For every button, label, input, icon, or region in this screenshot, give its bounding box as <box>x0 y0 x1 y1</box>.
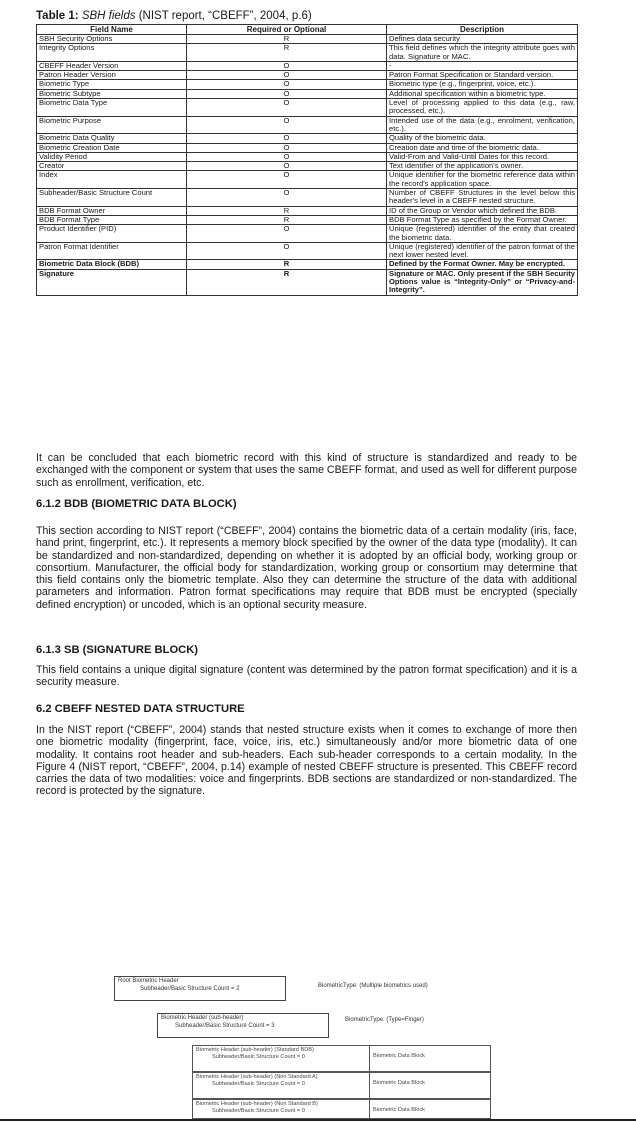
required-cell: O <box>187 89 387 98</box>
description-cell: Signature or MAC. Only present if the SBH Security Options value is “Integrity-Only” or “Privacy-and-Integrity”. <box>387 269 578 295</box>
table-row <box>37 143 578 152</box>
description-cell: Patron Format Specification or Standard version. <box>387 71 578 80</box>
paragraph-bdb: This section according to NIST report (“CBEFF”, 2004) contains the biometric data of a certain modality (iris, face, hand print, fingerprint, etc.). It represents a memory block specified by the owner of the data type (modality). It can be standardized and non-standardized, depending on whether it is adopted by an official body, working group or consortium. Manufacturer, the official body for standardization, working group or consortium may determine that this field contains only the biometric template. Also they can determine the structure of the data with additional parameters and information. Patron format specifications may require that BDB must be encrypted (specially defined encryption) or uncoded, which is an optional security measure. <box>36 525 577 611</box>
table-row <box>37 99 578 117</box>
data-block-3-label: Biometric Data Block <box>373 1107 425 1113</box>
table-caption <box>36 10 312 22</box>
description-cell: Additional specification within a biometric type. <box>387 89 578 98</box>
sub-header-row-1 <box>192 1045 370 1072</box>
required-cell: O <box>187 171 387 189</box>
sub-header-box <box>157 1013 329 1038</box>
required-cell: R <box>187 35 387 44</box>
table-row <box>37 242 578 260</box>
field-name-cell: Integrity Options <box>37 44 187 62</box>
required-cell: O <box>187 99 387 117</box>
table-row <box>37 171 578 189</box>
required-cell: O <box>187 134 387 143</box>
sub-type-label: BiometricType: (Type=Finger) <box>345 1017 424 1023</box>
description-cell: Unique identifier for the biometric reference data within the record's application space. <box>387 171 578 189</box>
row2-line1: Biometric Header (sub-header) (Non Standard A) <box>196 1074 318 1080</box>
root-header-box <box>114 976 286 1001</box>
required-cell: O <box>187 225 387 243</box>
field-name-cell: CBEFF Header Version <box>37 61 187 70</box>
caption-title: SBH fields <box>81 10 136 22</box>
field-name-cell: Index <box>37 171 187 189</box>
field-name-cell: Creator <box>37 162 187 171</box>
data-block-1-label: Biometric Data Block <box>373 1053 425 1059</box>
required-cell: O <box>187 80 387 89</box>
description-cell: - <box>387 61 578 70</box>
required-cell: O <box>187 242 387 260</box>
heading-sb: 6.1.3 SB (SIGNATURE BLOCK) <box>36 644 199 656</box>
field-name-cell: Patron Header Version <box>37 71 187 80</box>
caption-source: (NIST report, “CBEFF”, 2004, p.6) <box>138 10 312 22</box>
required-cell: R <box>187 215 387 224</box>
description-cell: Valid-From and Valid-Until Dates for this record. <box>387 152 578 161</box>
field-name-cell: Signature <box>37 269 187 295</box>
field-name-cell: Validity Period <box>37 152 187 161</box>
required-cell: R <box>187 206 387 215</box>
description-cell: Text identifier of the application's owner. <box>387 162 578 171</box>
table-row <box>37 225 578 243</box>
field-name-cell: BDB Format Type <box>37 215 187 224</box>
required-cell: O <box>187 152 387 161</box>
table-header-row <box>37 25 578 35</box>
field-name-cell: Patron Format Identifier <box>37 242 187 260</box>
description-cell: Intended use of the data (e.g., enrolment, verification, etc.). <box>387 116 578 134</box>
description-cell: Quality of the biometric data. <box>387 134 578 143</box>
field-name-cell: Biometric Subtype <box>37 89 187 98</box>
field-name-cell: BDB Format Owner <box>37 206 187 215</box>
caption-prefix: Table 1: <box>36 10 79 22</box>
description-cell: Level of processing applied to this data (e.g., raw, processed, etc.). <box>387 99 578 117</box>
description-cell: Unique (registered) identifier of the entity that created the biometric data. <box>387 225 578 243</box>
row3-line2: Subheader/Basic Structure Count = 0 <box>212 1108 305 1114</box>
data-block-1 <box>369 1045 491 1072</box>
description-cell: Defines data security <box>387 35 578 44</box>
page-bottom-border <box>0 1119 636 1121</box>
field-name-cell: Biometric Data Type <box>37 99 187 117</box>
paragraph-conclusion: It can be concluded that each biometric record with this kind of structure is standardized and ready to be exchanged with the component or system that uses the same CBEFF format, and used as well for different purpose such as enrollment, verification, etc. <box>36 452 577 489</box>
required-cell: O <box>187 116 387 134</box>
required-cell: O <box>187 143 387 152</box>
table-row <box>37 260 578 269</box>
data-block-3 <box>369 1099 491 1119</box>
description-cell: Defined by the Format Owner. May be encrypted. <box>387 260 578 269</box>
sbh-fields-table <box>36 24 578 296</box>
sub-header-row-2 <box>192 1072 370 1099</box>
description-cell: Unique (registered) identifier of the patron format of the next lower nested level. <box>387 242 578 260</box>
header-required: Required or Optional <box>187 25 387 35</box>
row1-line1: Biometric Header (sub-header) (Standard BDB) <box>196 1047 314 1053</box>
row3-line1: Biometric Header (sub-header) (Non Standard B) <box>196 1101 318 1107</box>
table-row <box>37 116 578 134</box>
data-block-2-label: Biometric Data Block <box>373 1080 425 1086</box>
row1-line2: Subheader/Basic Structure Count = 0 <box>212 1054 305 1060</box>
paragraph-nested: In the NIST report (“CBEFF”, 2004) stands that nested structure exists when it comes to exchange of more then one biometric modality (fingerprint, face, voice, iris, etc.) simultaneously and/or more biometric data of one modality. It contains root header and sub-headers. Each sub-header corresponds to a certain modality. In the Figure 4 (NIST report, “CBEFF”, 2004, p.14) example of nested CBEFF structure is presented. This CBEFF record carries the data of two modalities: voice and fingerprints. BDB sections are standardized or non-standardized. The record is protected by the signature. <box>36 724 577 798</box>
table-row <box>37 269 578 295</box>
required-cell: R <box>187 269 387 295</box>
row2-line2: Subheader/Basic Structure Count = 0 <box>212 1081 305 1087</box>
description-cell: Creation date and time of the biometric data. <box>387 143 578 152</box>
field-name-cell: Product Identifier (PID) <box>37 225 187 243</box>
field-name-cell: Biometric Type <box>37 80 187 89</box>
required-cell: O <box>187 162 387 171</box>
sub-header-line1: Biometric Header (sub-header) <box>161 1015 244 1021</box>
table-row <box>37 134 578 143</box>
field-name-cell: Biometric Data Block (BDB) <box>37 260 187 269</box>
field-name-cell: Biometric Purpose <box>37 116 187 134</box>
required-cell: R <box>187 44 387 62</box>
description-cell: Biometric type (e.g., fingerprint, voice, etc.). <box>387 80 578 89</box>
description-cell: Number of CBEFF Structures in the level below this header's level in a CBEFF nested structure. <box>387 189 578 207</box>
root-header-line1: Root Biometric Header <box>118 978 179 984</box>
required-cell: R <box>187 260 387 269</box>
header-field-name: Field Name <box>37 25 187 35</box>
heading-nested: 6.2 CBEFF NESTED DATA STRUCTURE <box>36 703 245 715</box>
table-body <box>37 35 578 296</box>
field-name-cell: Biometric Data Quality <box>37 134 187 143</box>
required-cell: O <box>187 189 387 207</box>
field-name-cell: SBH Security Options <box>37 35 187 44</box>
field-name-cell: Biometric Creation Date <box>37 143 187 152</box>
heading-bdb: 6.1.2 BDB (BIOMETRIC DATA BLOCK) <box>36 498 237 510</box>
description-cell: BDB Format Type as specified by the Format Owner. <box>387 215 578 224</box>
field-name-cell: Subheader/Basic Structure Count <box>37 189 187 207</box>
sub-header-row-3 <box>192 1099 370 1119</box>
table-row <box>37 80 578 89</box>
description-cell: ID of the Group or Vendor which defined the BDB. <box>387 206 578 215</box>
description-cell: This field defines which the integrity attribute goes with data. Signature or MAC. <box>387 44 578 62</box>
root-type-label: BiometricType: (Multiple biometrics used) <box>318 983 428 989</box>
table-row <box>37 189 578 207</box>
paragraph-sb: This field contains a unique digital signature (content was determined by the patron format specification) and it is a security measure. <box>36 664 577 689</box>
required-cell: O <box>187 71 387 80</box>
required-cell: O <box>187 61 387 70</box>
sub-header-line2: Subheader/Basic Structure Count = 3 <box>175 1022 275 1029</box>
header-description: Description <box>387 25 578 35</box>
data-block-2 <box>369 1072 491 1099</box>
table-row <box>37 44 578 62</box>
root-header-line2: Subheader/Basic Structure Count = 2 <box>140 985 240 992</box>
